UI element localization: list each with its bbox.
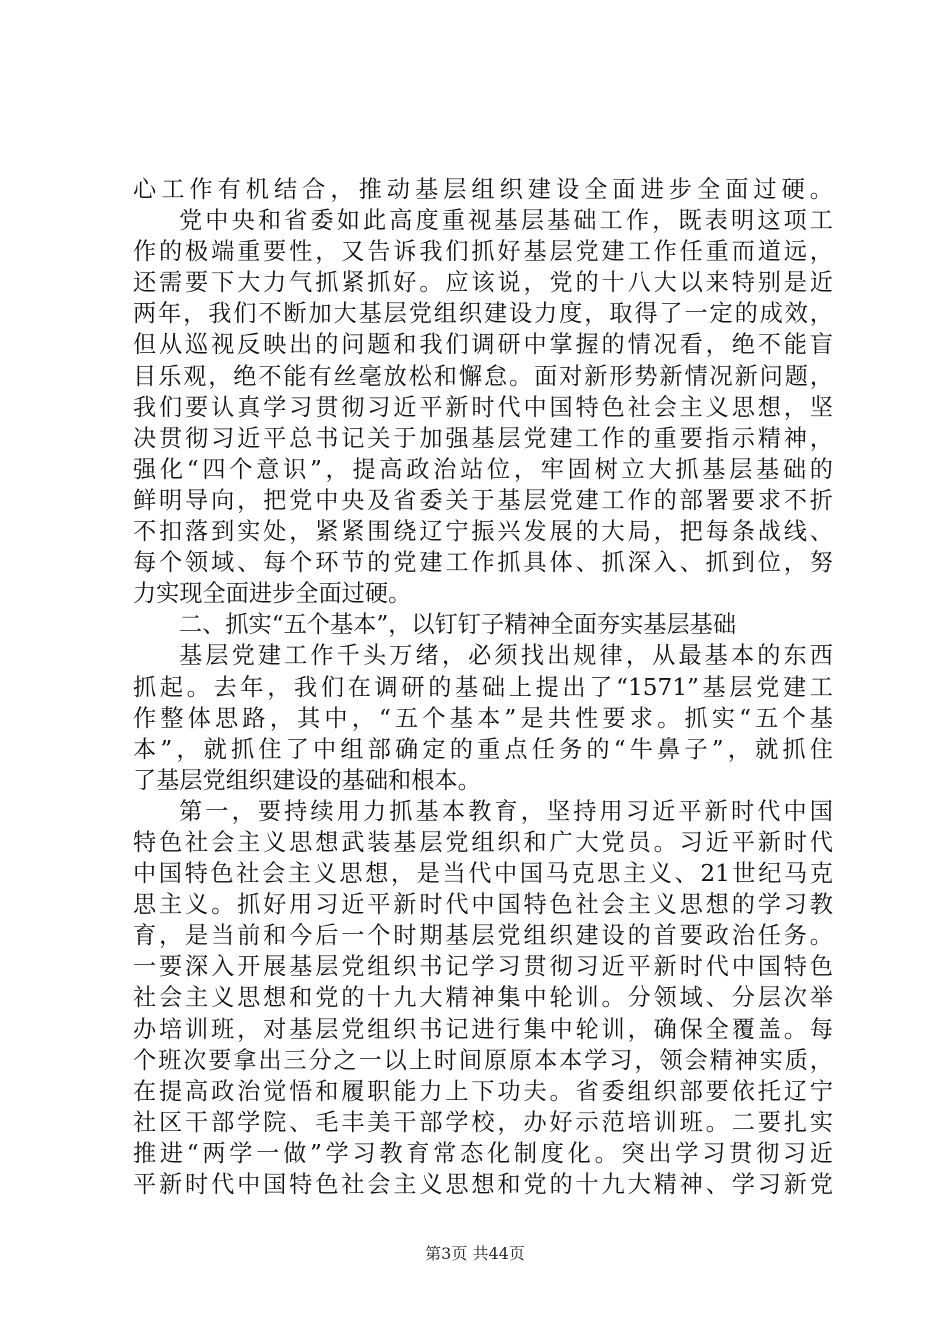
text-line: 办培训班，对基层党组织书记进行集中轮训，确保全覆盖。每 [133, 1015, 833, 1043]
text-line: 两年，我们不断加大基层党组织建设力度，取得了一定的成效， [133, 300, 833, 328]
text-line: 作的极端重要性，又告诉我们抓好基层党建工作任重而道远， [133, 238, 833, 266]
text-line: 特色社会主义思想武装基层党组织和广大党员。习近平新时代 [133, 828, 833, 856]
text-line: 鲜明导向，把党中央及省委关于基层党建工作的部署要求不折 [133, 486, 833, 514]
text-line: 每个领域、每个环节的党建工作抓具体、抓深入、抓到位，努 [133, 549, 833, 577]
text-line: 作整体思路，其中，“五个基本”是共性要求。抓实“五个基 [133, 704, 833, 732]
text-line: 思主义。抓好用习近平新时代中国特色社会主义思想的学习教 [133, 891, 833, 919]
text-line: 个班次要拿出三分之一以上时间原原本本学习，领会精神实质， [133, 1046, 833, 1074]
text-line: 强化“四个意识”，提高政治站位，牢固树立大抓基层基础的 [133, 455, 833, 483]
text-line: 决贯彻习近平总书记关于加强基层党建工作的重要指示精神， [133, 424, 833, 452]
text-line: 心工作有机结合，推动基层组织建设全面进步全面过硬。 [133, 176, 833, 203]
text-line: 一要深入开展基层党组织书记学习贯彻习近平新时代中国特色 [133, 953, 833, 981]
text-line: 目乐观，绝不能有丝毫放松和懈怠。面对新形势新情况新问题， [133, 362, 833, 390]
body-text [133, 174, 833, 1200]
text-line: 了基层党组织建设的基础和根本。 [133, 766, 481, 794]
text-line: 育，是当前和今后一个时期基层党组织建设的首要政治任务。 [133, 922, 833, 950]
footer-suffix: 页 [508, 1244, 525, 1263]
text-line: 力实现全面进步全面过硬。 [133, 580, 412, 608]
text-line: 抓起。去年，我们在调研的基础上提出了“1571”基层党建工 [133, 673, 833, 701]
text-line: 中国特色社会主义思想，是当代中国马克思主义、21世纪马克 [133, 860, 833, 888]
text-line: 本”，就抓住了中组部确定的重点任务的“牛鼻子”，就抓住 [133, 735, 833, 763]
text-line: 社区干部学院、毛丰美干部学校，办好示范培训班。二要扎实 [133, 1108, 833, 1136]
text-line: 我们要认真学习贯彻习近平新时代中国特色社会主义思想，坚 [133, 393, 833, 421]
text-line: 党中央和省委如此高度重视基层基础工作，既表明这项工 [179, 207, 833, 235]
footer-middle: 页 共 [451, 1244, 489, 1263]
text-line: 还需要下大力气抓紧抓好。应该说，党的十八大以来特别是近 [133, 269, 833, 297]
footer-prefix: 第 [425, 1244, 442, 1263]
text-line: 推进“两学一做”学习教育常态化制度化。突出学习贯彻习近 [133, 1139, 833, 1167]
page-footer [0, 1244, 950, 1264]
total-pages: 44 [488, 1244, 509, 1263]
text-line: 但从巡视反映出的问题和我们调研中掌握的情况看，绝不能盲 [133, 331, 833, 359]
section-heading: 二、抓实“五个基本”，以钉钉子精神全面夯实基层基础 [179, 611, 737, 639]
text-line: 基层党建工作千头万绪，必须找出规律，从最基本的东西 [179, 642, 833, 670]
text-line: 社会主义思想和党的十九大精神集中轮训。分领域、分层次举 [133, 984, 833, 1012]
text-line: 不扣落到实处，紧紧围绕辽宁振兴发展的大局，把每条战线、 [133, 518, 833, 546]
text-line: 在提高政治觉悟和履职能力上下功夫。省委组织部要依托辽宁 [133, 1077, 833, 1105]
page-number: 3 [441, 1244, 452, 1263]
text-line: 平新时代中国特色社会主义思想和党的十九大精神、学习新党 [133, 1171, 833, 1198]
text-line: 第一，要持续用力抓基本教育，坚持用习近平新时代中国 [179, 797, 833, 825]
